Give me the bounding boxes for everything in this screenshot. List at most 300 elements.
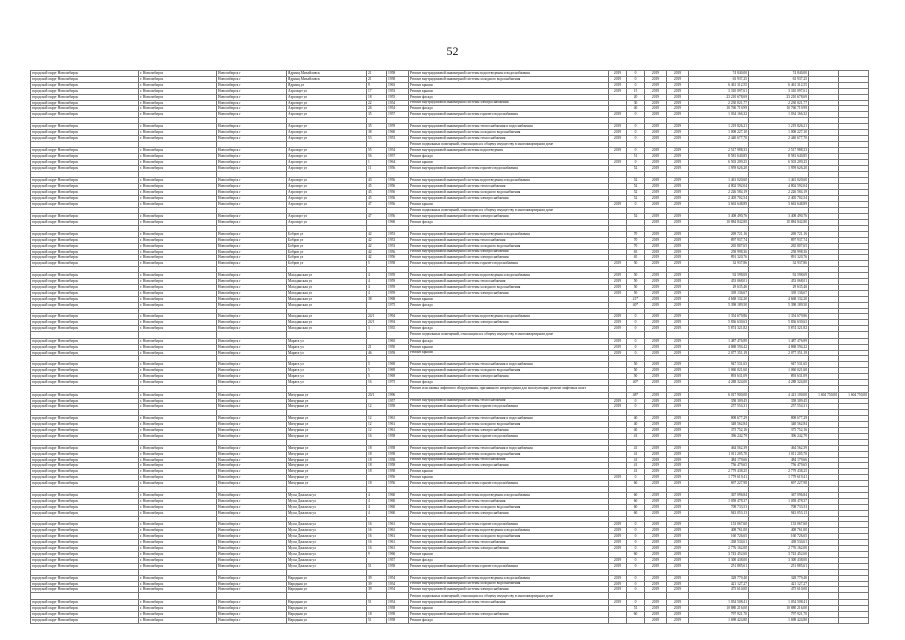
district-cell: Новосибирск г [217, 344, 287, 350]
city-cell: г. Новосибирск [139, 451, 217, 457]
start-year-cell: 2019 [645, 183, 667, 189]
fund-cost-cell: 258 998,36 [749, 249, 809, 255]
start-year-cell: 2019 [645, 540, 667, 546]
start-year-cell: 2019 [645, 231, 667, 237]
fund-cost-cell: 396 242,79 [749, 433, 809, 439]
street-cell: Мичурина ул [287, 463, 367, 469]
fund-cost-cell: 1 058 478,37 [749, 498, 809, 504]
end-year-cell: 2019 [667, 189, 689, 195]
municipality-cell: городской округ Новосибирск [31, 148, 139, 154]
district-cell: Новосибирск г [217, 290, 287, 296]
city-cell: г. Новосибирск [139, 599, 217, 605]
fund-cost-cell: 2 405 702,54 [749, 195, 809, 201]
house-cell: 16 [367, 380, 387, 386]
district-cell: Новосибирск г [217, 605, 287, 611]
total-cost-cell: 756 479,65 [689, 463, 749, 469]
built-year-cell: 1935 [387, 326, 409, 332]
end-year-cell: 2019 [667, 249, 689, 255]
district-cell: Новосибирск г [217, 469, 287, 475]
fund-cost-cell: 251 885,61 [749, 563, 809, 569]
end-year-cell: 2019 [667, 445, 689, 451]
municipality-cell: городской округ Новосибирск [31, 469, 139, 475]
work-type-cell: Ремонт внутридомовой инженерной системы теплоснабжения и водоснабжения [409, 124, 609, 130]
built-year-cell: 1968 [387, 296, 409, 302]
house-cell: 4 [367, 492, 387, 498]
street-cell: Аэропорт ул [287, 189, 367, 195]
street-cell: Мусы Джалиля ул [287, 504, 367, 510]
total-cost-cell: 3 408 490,76 [689, 214, 749, 220]
wear-cell: 51 [627, 605, 645, 611]
district-cell: Новосибирск г [217, 130, 287, 136]
street-cell: Магаданская ул [287, 290, 367, 296]
total-cost-cell: 1 487 476,89 [689, 338, 749, 344]
total-cost-cell: 947 531,65 [689, 362, 749, 368]
total-cost-cell: 1 959 626,20 [689, 166, 749, 172]
built-year-cell [387, 141, 409, 148]
street-cell: Магаданская ул [287, 314, 367, 320]
district-cell: Новосибирск г [217, 326, 287, 332]
start-year-cell: 2019 [645, 195, 667, 201]
city-cell: г. Новосибирск [139, 492, 217, 498]
built-year-cell: 1958 [387, 563, 409, 569]
fund-cost-cell: 453 068,01 [749, 279, 809, 285]
start-year-cell: 2019 [645, 255, 667, 261]
street-cell: Мусы Джалиля ул [287, 510, 367, 516]
wear-cell: 0 [627, 76, 645, 82]
work-type-cell: Ремонт внутридомовой инженерной системы теплоснабжения и водоснабжения [409, 416, 609, 422]
plan-year-cell: 2019 [609, 587, 627, 593]
fund-cost-cell: 4 802 592,04 [749, 183, 809, 189]
district-cell: Новосибирск г [217, 214, 287, 220]
work-type-cell: Ремонт внутридомовой инженерной системы холодного водоснабжения [409, 451, 609, 457]
total-cost-cell: 2 779 438,25 [689, 469, 749, 475]
total-cost-cell: 4 668 132,20 [689, 296, 749, 302]
built-year-cell: 1958 [387, 469, 409, 475]
end-year-cell: 2019 [667, 451, 689, 457]
house-cell: 18 [367, 451, 387, 457]
page-number: 52 [446, 44, 459, 58]
total-cost-cell: 348 562,84 [689, 422, 749, 428]
work-type-cell: Ремонт внутридомовой инженерной системы горячего водоснабжения [409, 112, 609, 118]
street-cell: Ядринц.ул [287, 82, 367, 88]
district-cell: Новосибирск г [217, 279, 287, 285]
wear-cell: 0 [627, 112, 645, 118]
wear-cell: 40 [627, 106, 645, 112]
total-cost-cell: 339 136,67 [689, 290, 749, 296]
work-type-cell: Ремонт внутридомовой инженерной системы горячего водоснабжения [409, 522, 609, 528]
fund-cost-cell: 891 320,76 [749, 255, 809, 261]
wear-cell: 21* [627, 296, 645, 302]
work-type-cell: Ремонт крыши [409, 88, 609, 94]
wear-cell [627, 332, 645, 339]
work-type-cell: Ремонт внутридомовой инженерной системы теплоснабжения [409, 237, 609, 243]
municipality-cell [31, 207, 139, 214]
house-cell: 45 [367, 195, 387, 201]
municipality-cell: городской округ Новосибирск [31, 380, 139, 386]
table-row [31, 141, 869, 148]
city-cell: г. Новосибирск [139, 380, 217, 386]
table-row [31, 332, 869, 339]
city-cell: г. Новосибирск [139, 220, 217, 226]
end-year-cell: 2019 [667, 552, 689, 558]
end-year-cell: 2019 [667, 160, 689, 166]
wear-cell: 40 [627, 422, 645, 428]
plan-year-cell: 2019 [609, 290, 627, 296]
total-cost-cell: 708 733,53 [689, 504, 749, 510]
total-cost-cell: 8 581 640,85 [689, 154, 749, 160]
municipality-cell: городской округ Новосибирск [31, 112, 139, 118]
built-year-cell: 1960 [387, 492, 409, 498]
city-cell: г. Новосибирск [139, 82, 217, 88]
municipality-cell: городской округ Новосибирск [31, 475, 139, 481]
street-cell: Марата ул [287, 344, 367, 350]
wear-cell: 41 [627, 463, 645, 469]
municipality-cell: городской округ Новосибирск [31, 563, 139, 569]
fund-cost-cell: 1 011 205,70 [749, 451, 809, 457]
street-cell: Аэропорт ул [287, 130, 367, 136]
street-cell: Мусы Джалиля ул [287, 534, 367, 540]
district-cell: Новосибирск г [217, 362, 287, 368]
fund-cost-cell: 160 726,65 [749, 534, 809, 540]
total-cost-cell [689, 332, 749, 339]
fund-cost-cell: 947 531,65 [749, 362, 809, 368]
district-cell: Новосибирск г [217, 463, 287, 469]
municipality-cell: городской округ Новосибирск [31, 135, 139, 141]
built-year-cell: 1953 [387, 135, 409, 141]
end-year-cell: 2019 [667, 82, 689, 88]
city-cell: г. Новосибирск [139, 617, 217, 623]
start-year-cell: 2019 [645, 362, 667, 368]
total-cost-cell: 23 210 678,69 [689, 94, 749, 100]
owners-cost-cell [839, 386, 869, 393]
fund-cost-cell: 3 408 490,76 [749, 214, 809, 220]
fund-cost-cell: 2 779 438,25 [749, 469, 809, 475]
extra-cost-cell [809, 386, 839, 393]
wear-cell: 0 [627, 148, 645, 154]
street-cell: Аэропорт ул [287, 124, 367, 130]
city-cell: г. Новосибирск [139, 587, 217, 593]
work-type-cell: Ремонт внутридомовой инженерной системы водоотведения и водоснабжения [409, 273, 609, 279]
start-year-cell: 2019 [645, 428, 667, 434]
work-type-cell: Ремонт внутридомовой инженерной системы теплоснабжения [409, 498, 609, 504]
municipality-cell: городской округ Новосибирск [31, 189, 139, 195]
fund-cost-cell: 5 836 630,63 [749, 320, 809, 326]
end-year-cell: 2019 [667, 398, 689, 404]
street-cell: Ядринц.Михайловск [287, 71, 367, 77]
wear-cell: 48* [627, 392, 645, 398]
municipality-cell: городской округ Новосибирск [31, 362, 139, 368]
plan-year-cell: 2019 [609, 88, 627, 94]
end-year-cell: 2019 [667, 183, 689, 189]
start-year-cell: 2019 [645, 534, 667, 540]
built-year-cell: 1959 [387, 273, 409, 279]
fund-cost-cell: 375 752,16 [749, 428, 809, 434]
street-cell: Народная ул [287, 575, 367, 581]
city-cell: г. Новосибирск [139, 552, 217, 558]
work-type-cell: Ремонт внутридомовой инженерной системы электроснабжения [409, 249, 609, 255]
street-cell: Аэропорт ул [287, 135, 367, 141]
plan-year-cell: 2019 [609, 314, 627, 320]
wear-cell: 0 [627, 575, 645, 581]
wear-cell [627, 386, 645, 393]
end-year-cell [667, 593, 689, 600]
total-cost-cell: 258 998,36 [689, 249, 749, 255]
plan-year-cell: 2019 [609, 326, 627, 332]
end-year-cell: 2019 [667, 154, 689, 160]
district-cell: Новосибирск г [217, 433, 287, 439]
total-cost-cell: 6 461 312,55 [689, 82, 749, 88]
house-cell: 5 [367, 261, 387, 267]
house-cell: 16 [367, 522, 387, 528]
built-year-cell: 1953 [387, 231, 409, 237]
wear-cell: 60 [627, 504, 645, 510]
fund-cost-cell: 358 309,45 [749, 398, 809, 404]
house-cell: 5 [367, 362, 387, 368]
work-type-cell: Ремонт внутридомовой инженерной системы горячего водоснабжения [409, 563, 609, 569]
built-year-cell: 1960 [387, 498, 409, 504]
street-cell: Мусы Джалиля ул [287, 557, 367, 563]
street-cell: Мусы Джалиля ул [287, 540, 367, 546]
wear-cell: 52 [627, 195, 645, 201]
end-year-cell: 2019 [667, 368, 689, 374]
start-year-cell: 2019 [645, 284, 667, 290]
start-year-cell: 2019 [645, 112, 667, 118]
city-cell [139, 207, 217, 214]
work-type-cell: Ремонт внутридомовой инженерной системы теплоснабжения [409, 279, 609, 285]
street-cell: Марата ул [287, 374, 367, 380]
municipality-cell: городской округ Новосибирск [31, 154, 139, 160]
city-cell: г. Новосибирск [139, 457, 217, 463]
municipality-cell: городской округ Новосибирск [31, 463, 139, 469]
work-type-cell: Ремонт внутридомовой инженерной системы водоотведения и водоснабжения [409, 71, 609, 77]
street-cell: Бобров ул [287, 231, 367, 237]
plan-year-cell: 2019 [609, 528, 627, 534]
total-cost-cell: 4 802 592,04 [689, 183, 749, 189]
wear-cell: 41 [627, 451, 645, 457]
city-cell: г. Новосибирск [139, 475, 217, 481]
total-cost-cell: 2 405 702,54 [689, 195, 749, 201]
street-cell: Аэропорт ул [287, 214, 367, 220]
wear-cell: 41 [627, 469, 645, 475]
built-year-cell: 1961 [387, 428, 409, 434]
built-year-cell: 1956 [387, 195, 409, 201]
end-year-cell: 2019 [667, 279, 689, 285]
wear-cell [627, 141, 645, 148]
wear-cell: 0 [627, 130, 645, 136]
municipality-cell: городской округ Новосибирск [31, 416, 139, 422]
built-year-cell: 1958 [387, 404, 409, 410]
municipality-cell: городской округ Новосибирск [31, 273, 139, 279]
wear-cell: 0 [627, 135, 645, 141]
total-cost-cell: 3 310 097,61 [689, 88, 749, 94]
end-year-cell: 2019 [667, 528, 689, 534]
street-cell: Аэропорт ул [287, 183, 367, 189]
start-year-cell: 2019 [645, 344, 667, 350]
street-cell: Мичурина ул [287, 404, 367, 410]
plan-year-cell: 2019 [609, 563, 627, 569]
owners-cost-cell [839, 332, 869, 339]
city-cell [139, 593, 217, 600]
city-cell: г. Новосибирск [139, 445, 217, 451]
house-cell: 16 [367, 433, 387, 439]
municipality-cell [31, 593, 139, 600]
total-cost-cell: 2 776 162,00 [689, 546, 749, 552]
fund-cost-cell: 1 008 227,10 [749, 130, 809, 136]
fund-cost-cell: 339 136,67 [749, 290, 809, 296]
wear-cell: 0 [627, 475, 645, 481]
work-type-cell: Ремонт фасада [409, 154, 609, 160]
work-type-cell: Ремонт фасада [409, 380, 609, 386]
house-cell: 18 [367, 481, 387, 487]
end-year-cell: 2019 [667, 302, 689, 308]
street-cell [287, 141, 367, 148]
wear-cell: 0 [627, 404, 645, 410]
municipality-cell: городской округ Новосибирск [31, 177, 139, 183]
municipality-cell: городской округ Новосибирск [31, 552, 139, 558]
street-cell [287, 207, 367, 214]
city-cell: г. Новосибирск [139, 231, 217, 237]
wear-cell: 51 [627, 154, 645, 160]
start-year-cell: 2019 [645, 599, 667, 605]
built-year-cell: 1958 [387, 76, 409, 82]
start-year-cell: 2019 [645, 82, 667, 88]
work-type-cell: Ремонт внутридомовой инженерной системы теплоснабжения и водоснабжения [409, 362, 609, 368]
fund-cost-cell: 697 227,98 [749, 481, 809, 487]
end-year-cell: 2019 [667, 581, 689, 587]
municipality-cell: городской округ Новосибирск [31, 279, 139, 285]
city-cell: г. Новосибирск [139, 214, 217, 220]
total-cost-cell: 808 677,29 [689, 416, 749, 422]
start-year-cell: 2019 [645, 237, 667, 243]
city-cell: г. Новосибирск [139, 575, 217, 581]
built-year-cell: 1956 [387, 475, 409, 481]
district-cell: Новосибирск г [217, 445, 287, 451]
built-year-cell: 1953 [387, 88, 409, 94]
district-cell: Новосибирск г [217, 617, 287, 623]
total-cost-cell: 408 761,00 [689, 528, 749, 534]
work-type-cell: Ремонт фасада [409, 557, 609, 563]
house-cell: 53 [367, 135, 387, 141]
end-year-cell: 2019 [667, 617, 689, 623]
total-cost-cell: 891 320,76 [689, 255, 749, 261]
end-year-cell: 2019 [667, 416, 689, 422]
district-cell: Новосибирск г [217, 261, 287, 267]
fund-cost-cell: 6 503 209,25 [749, 160, 809, 166]
district-cell: Новосибирск г [217, 284, 287, 290]
end-year-cell: 2019 [667, 290, 689, 296]
municipality-cell: городской округ Новосибирск [31, 76, 139, 82]
street-cell [287, 386, 367, 393]
district-cell: Новосибирск г [217, 71, 287, 77]
street-cell: Мусы Джалиля ул [287, 522, 367, 528]
house-cell: 39 [367, 581, 387, 587]
district-cell: Новосибирск г [217, 148, 287, 154]
house-cell: 38 [367, 130, 387, 136]
street-cell: Аэропорт ул [287, 100, 367, 106]
start-year-cell: 2019 [645, 326, 667, 332]
total-cost-cell: 328 779,40 [689, 575, 749, 581]
city-cell: г. Новосибирск [139, 237, 217, 243]
plan-year-cell: 2019 [609, 546, 627, 552]
end-year-cell: 2019 [667, 237, 689, 243]
total-cost-cell: 421 127,27 [689, 581, 749, 587]
street-cell: Аэропорт ул [287, 94, 367, 100]
built-year-cell: 1994 [387, 320, 409, 326]
work-type-cell: Ремонт фасада [409, 302, 609, 308]
municipality-cell: городской округ Новосибирск [31, 575, 139, 581]
work-type-cell: Ремонт подвальных помещений, относящихся к общему имуществу в многоквартирном доме [409, 332, 609, 339]
street-cell: Марата ул [287, 350, 367, 356]
built-year-cell: 1969 [387, 374, 409, 380]
work-type-cell: Ремонт внутридомовой инженерной системы электроснабжения [409, 100, 609, 106]
start-year-cell: 2019 [645, 422, 667, 428]
total-cost-cell: 1 461 020,60 [689, 177, 749, 183]
district-cell: Новосибирск г [217, 392, 287, 398]
work-type-cell: Ремонт крыши [409, 552, 609, 558]
municipality-cell: городской округ Новосибирск [31, 481, 139, 487]
start-year-cell [645, 332, 667, 339]
wear-cell [627, 617, 645, 623]
built-year-cell: 1954 [387, 148, 409, 154]
street-cell: Народная ул [287, 611, 367, 617]
district-cell: Новосибирск г [217, 368, 287, 374]
start-year-cell: 2019 [645, 398, 667, 404]
wear-cell: 0 [627, 534, 645, 540]
municipality-cell: городской округ Новосибирск [31, 326, 139, 332]
start-year-cell: 2019 [645, 214, 667, 220]
city-cell: г. Новосибирск [139, 88, 217, 94]
work-type-cell: Ремонт крыши [409, 469, 609, 475]
house-cell: 24/1 [367, 314, 387, 320]
built-year-cell: 1959 [387, 284, 409, 290]
municipality-cell [31, 141, 139, 148]
end-year-cell: 2019 [667, 362, 689, 368]
fund-cost-cell: 464 562,39 [749, 445, 809, 451]
wear-cell: 0 [627, 71, 645, 77]
start-year-cell: 2019 [645, 368, 667, 374]
municipality-cell: городской округ Новосибирск [31, 284, 139, 290]
total-cost-cell: 1 058 478,37 [689, 498, 749, 504]
fund-cost-cell: 265 807,65 [749, 243, 809, 249]
city-cell: г. Новосибирск [139, 350, 217, 356]
house-cell: 3 [367, 326, 387, 332]
start-year-cell: 2019 [645, 392, 667, 398]
built-year-cell: 1960 [387, 130, 409, 136]
municipality-cell: городской округ Новосибирск [31, 320, 139, 326]
plan-year-cell: 2019 [609, 534, 627, 540]
total-cost-cell: 10 884 842,80 [689, 220, 749, 226]
work-type-cell: Ремонт внутридомовой инженерной системы электроснабжения [409, 195, 609, 201]
built-year-cell: 1964 [387, 160, 409, 166]
wear-cell: 0 [627, 320, 645, 326]
start-year-cell: 2019 [645, 380, 667, 386]
fund-cost-cell: 3 300 438,00 [749, 557, 809, 563]
wear-cell: 52 [627, 183, 645, 189]
end-year-cell: 2019 [667, 587, 689, 593]
work-type-cell: Ремонт фасада [409, 338, 609, 344]
fund-cost-cell: 8 581 640,85 [749, 154, 809, 160]
house-cell: 9 [367, 82, 387, 88]
total-cost-cell: 63 937,25 [689, 76, 749, 82]
district-cell: Новосибирск г [217, 557, 287, 563]
end-year-cell: 2019 [667, 546, 689, 552]
start-year-cell: 2019 [645, 469, 667, 475]
end-year-cell: 2019 [667, 135, 689, 141]
street-cell: Аэропорт ул [287, 154, 367, 160]
street-cell: Мичурина ул [287, 428, 367, 434]
wear-cell: 41 [627, 457, 645, 463]
wear-cell: 50 [627, 261, 645, 267]
